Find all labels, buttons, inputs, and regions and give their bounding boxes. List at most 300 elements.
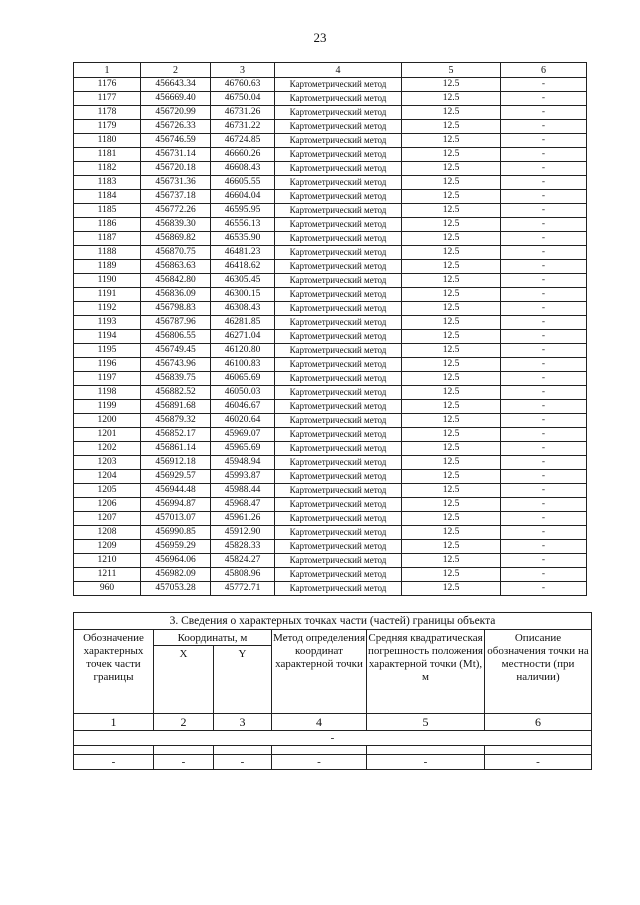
method-header: Метод определения координат характерной точки [272, 630, 367, 714]
y-coordinate-cell: 46595.95 [211, 204, 275, 218]
description-cell: - [501, 358, 587, 372]
x-coordinate-cell: 456879.32 [141, 414, 211, 428]
table-row [74, 120, 587, 134]
y-coordinate-cell: 45988.44 [211, 484, 275, 498]
error-cell: 12.5 [402, 568, 501, 582]
table-row [74, 484, 587, 498]
error-cell: 12.5 [402, 274, 501, 288]
point-number-cell: 1195 [74, 344, 141, 358]
method-cell: Картометрический метод [275, 330, 402, 344]
column-number: 3 [214, 714, 272, 731]
x-coordinate-cell: 456720.18 [141, 162, 211, 176]
method-cell: Картометрический метод [275, 498, 402, 512]
description-cell: - [501, 78, 587, 92]
method-cell: Картометрический метод [275, 288, 402, 302]
dash-cell: - [272, 755, 367, 770]
column-header: 1 [74, 63, 141, 78]
method-cell: Картометрический метод [275, 358, 402, 372]
y-coordinate-cell: 45948.94 [211, 456, 275, 470]
method-cell: Картометрический метод [275, 106, 402, 120]
point-number-cell: 1189 [74, 260, 141, 274]
point-number-cell: 1197 [74, 372, 141, 386]
column-number: 4 [272, 714, 367, 731]
error-cell: 12.5 [402, 414, 501, 428]
method-cell: Картометрический метод [275, 442, 402, 456]
table-row [74, 540, 587, 554]
y-coordinate-cell: 46305.45 [211, 274, 275, 288]
x-coordinate-cell: 456870.75 [141, 246, 211, 260]
description-cell: - [501, 386, 587, 400]
error-cell: 12.5 [402, 316, 501, 330]
point-number-cell: 1179 [74, 120, 141, 134]
y-coordinate-cell: 45912.90 [211, 526, 275, 540]
y-coordinate-cell: 46100.83 [211, 358, 275, 372]
description-cell: - [501, 232, 587, 246]
error-cell: 12.5 [402, 358, 501, 372]
table-row [74, 92, 587, 106]
x-coordinate-cell: 456798.83 [141, 302, 211, 316]
error-cell: 12.5 [402, 386, 501, 400]
error-cell: 12.5 [402, 484, 501, 498]
error-cell: 12.5 [402, 246, 501, 260]
y-coordinate-cell: 46556.13 [211, 218, 275, 232]
point-number-cell: 1203 [74, 456, 141, 470]
empty-cell [214, 746, 272, 755]
coordinates-table [73, 62, 587, 596]
description-cell: - [501, 274, 587, 288]
table-row [74, 582, 587, 596]
column-header: 6 [501, 63, 587, 78]
x-coordinate-cell: 456861.14 [141, 442, 211, 456]
error-cell: 12.5 [402, 120, 501, 134]
point-number-cell: 1176 [74, 78, 141, 92]
section3-merged-row [74, 731, 592, 746]
method-cell: Картометрический метод [275, 190, 402, 204]
y-header: Y [214, 646, 272, 714]
point-number-cell: 1196 [74, 358, 141, 372]
table-row [74, 512, 587, 526]
method-cell: Картометрический метод [275, 386, 402, 400]
table-row [74, 218, 587, 232]
x-coordinate-cell: 456669.40 [141, 92, 211, 106]
description-cell: - [501, 330, 587, 344]
error-cell: 12.5 [402, 526, 501, 540]
table-row [74, 148, 587, 162]
point-number-cell: 1191 [74, 288, 141, 302]
error-cell: 12.5 [402, 470, 501, 484]
x-coordinate-cell: 456749.45 [141, 344, 211, 358]
column-header: 2 [141, 63, 211, 78]
error-cell: 12.5 [402, 498, 501, 512]
error-cell: 12.5 [402, 582, 501, 596]
point-number-cell: 1178 [74, 106, 141, 120]
y-coordinate-cell: 45969.07 [211, 428, 275, 442]
error-cell: 12.5 [402, 148, 501, 162]
point-number-cell: 1204 [74, 470, 141, 484]
error-cell: 12.5 [402, 106, 501, 120]
y-coordinate-cell: 45808.96 [211, 568, 275, 582]
y-coordinate-cell: 46271.04 [211, 330, 275, 344]
method-cell: Картометрический метод [275, 428, 402, 442]
page-number: 23 [313, 30, 327, 45]
point-number-cell: 1190 [74, 274, 141, 288]
point-number-cell: 960 [74, 582, 141, 596]
error-cell: 12.5 [402, 302, 501, 316]
y-coordinate-cell: 46481.23 [211, 246, 275, 260]
point-number-cell: 1187 [74, 232, 141, 246]
error-cell: 12.5 [402, 260, 501, 274]
table-row [74, 274, 587, 288]
point-number-cell: 1205 [74, 484, 141, 498]
method-cell: Картометрический метод [275, 204, 402, 218]
description-cell: - [501, 428, 587, 442]
error-cell: 12.5 [402, 134, 501, 148]
method-cell: Картометрический метод [275, 456, 402, 470]
y-coordinate-cell: 46660.26 [211, 148, 275, 162]
method-cell: Картометрический метод [275, 92, 402, 106]
x-coordinate-cell: 456743.96 [141, 358, 211, 372]
point-number-cell: 1194 [74, 330, 141, 344]
description-cell: - [501, 344, 587, 358]
description-cell: - [501, 302, 587, 316]
x-coordinate-cell: 456959.29 [141, 540, 211, 554]
y-coordinate-cell: 46724.85 [211, 134, 275, 148]
table-row [74, 106, 587, 120]
error-cell: 12.5 [402, 456, 501, 470]
error-cell: 12.5 [402, 330, 501, 344]
description-cell: - [501, 442, 587, 456]
error-cell: 12.5 [402, 78, 501, 92]
point-number-cell: 1177 [74, 92, 141, 106]
point-designation-header: Обозначение характерных точек части границы [74, 630, 154, 714]
method-cell: Картометрический метод [275, 316, 402, 330]
table-row [74, 414, 587, 428]
description-cell: - [501, 134, 587, 148]
section3-dash-row [74, 755, 592, 770]
x-coordinate-cell: 456882.52 [141, 386, 211, 400]
point-number-cell: 1182 [74, 162, 141, 176]
x-coordinate-cell: 456990.85 [141, 526, 211, 540]
x-coordinate-cell: 456839.30 [141, 218, 211, 232]
column-header: 3 [211, 63, 275, 78]
table-row [74, 456, 587, 470]
table-row [74, 288, 587, 302]
x-coordinate-cell: 456746.59 [141, 134, 211, 148]
point-number-cell: 1181 [74, 148, 141, 162]
method-cell: Картометрический метод [275, 414, 402, 428]
point-number-cell: 1211 [74, 568, 141, 582]
description-cell: - [501, 218, 587, 232]
x-coordinate-cell: 457013.07 [141, 512, 211, 526]
point-number-cell: 1200 [74, 414, 141, 428]
y-coordinate-cell: 46535.90 [211, 232, 275, 246]
point-number-cell: 1207 [74, 512, 141, 526]
error-cell: 12.5 [402, 344, 501, 358]
y-coordinate-cell: 46608.43 [211, 162, 275, 176]
x-coordinate-cell: 456944.48 [141, 484, 211, 498]
x-coordinate-cell: 456731.14 [141, 148, 211, 162]
method-cell: Картометрический метод [275, 526, 402, 540]
merged-dash-cell: - [74, 731, 592, 746]
description-header: Описание обозначения точки на местности (при наличии) [485, 630, 592, 714]
y-coordinate-cell: 45824.27 [211, 554, 275, 568]
x-coordinate-cell: 456863.63 [141, 260, 211, 274]
description-cell: - [501, 512, 587, 526]
description-cell: - [501, 120, 587, 134]
description-cell: - [501, 484, 587, 498]
table-row [74, 470, 587, 484]
error-cell: 12.5 [402, 218, 501, 232]
method-cell: Картометрический метод [275, 78, 402, 92]
method-cell: Картометрический метод [275, 400, 402, 414]
y-coordinate-cell: 46281.85 [211, 316, 275, 330]
method-cell: Картометрический метод [275, 162, 402, 176]
description-cell: - [501, 582, 587, 596]
empty-cell [154, 746, 214, 755]
column-header: 5 [402, 63, 501, 78]
error-cell: 12.5 [402, 540, 501, 554]
point-number-cell: 1202 [74, 442, 141, 456]
y-coordinate-cell: 46750.04 [211, 92, 275, 106]
coordinates-header: Координаты, м [154, 630, 272, 646]
empty-cell [272, 746, 367, 755]
x-coordinate-cell: 456720.99 [141, 106, 211, 120]
method-cell: Картометрический метод [275, 554, 402, 568]
table-row [74, 386, 587, 400]
dash-cell: - [214, 755, 272, 770]
x-coordinate-cell: 456994.87 [141, 498, 211, 512]
point-number-cell: 1184 [74, 190, 141, 204]
table-row [74, 400, 587, 414]
x-coordinate-cell: 456852.17 [141, 428, 211, 442]
point-number-cell: 1208 [74, 526, 141, 540]
method-cell: Картометрический метод [275, 260, 402, 274]
table-row [74, 568, 587, 582]
error-cell: 12.5 [402, 512, 501, 526]
section3-empty-row [74, 746, 592, 755]
description-cell: - [501, 92, 587, 106]
table-row [74, 372, 587, 386]
y-coordinate-cell: 46065.69 [211, 372, 275, 386]
table-row [74, 246, 587, 260]
column-header: 4 [275, 63, 402, 78]
method-cell: Картометрический метод [275, 148, 402, 162]
table-row [74, 302, 587, 316]
point-number-cell: 1185 [74, 204, 141, 218]
method-cell: Картометрический метод [275, 246, 402, 260]
table-row [74, 78, 587, 92]
method-cell: Картометрический метод [275, 372, 402, 386]
dash-cell: - [367, 755, 485, 770]
y-coordinate-cell: 46046.67 [211, 400, 275, 414]
method-cell: Картометрический метод [275, 274, 402, 288]
description-cell: - [501, 400, 587, 414]
dash-cell: - [74, 755, 154, 770]
error-cell: 12.5 [402, 204, 501, 218]
column-number: 1 [74, 714, 154, 731]
point-number-cell: 1210 [74, 554, 141, 568]
error-cell: 12.5 [402, 92, 501, 106]
x-header: X [154, 646, 214, 714]
y-coordinate-cell: 46120.80 [211, 344, 275, 358]
x-coordinate-cell: 456964.06 [141, 554, 211, 568]
table-row [74, 554, 587, 568]
description-cell: - [501, 568, 587, 582]
column-number: 5 [367, 714, 485, 731]
dash-cell: - [485, 755, 592, 770]
point-number-cell: 1201 [74, 428, 141, 442]
table-row [74, 232, 587, 246]
y-coordinate-cell: 45968.47 [211, 498, 275, 512]
y-coordinate-cell: 46418.62 [211, 260, 275, 274]
description-cell: - [501, 260, 587, 274]
description-cell: - [501, 372, 587, 386]
method-cell: Картометрический метод [275, 232, 402, 246]
point-number-cell: 1180 [74, 134, 141, 148]
method-cell: Картометрический метод [275, 470, 402, 484]
description-cell: - [501, 148, 587, 162]
empty-cell [367, 746, 485, 755]
y-coordinate-cell: 46020.64 [211, 414, 275, 428]
table-row [74, 134, 587, 148]
method-cell: Картометрический метод [275, 582, 402, 596]
description-cell: - [501, 176, 587, 190]
error-cell: 12.5 [402, 190, 501, 204]
point-number-cell: 1206 [74, 498, 141, 512]
table-row [74, 428, 587, 442]
coordinates-table-body [74, 78, 587, 596]
error-cell: 12.5 [402, 176, 501, 190]
description-cell: - [501, 162, 587, 176]
y-coordinate-cell: 45993.87 [211, 470, 275, 484]
x-coordinate-cell: 456643.34 [141, 78, 211, 92]
dash-cell: - [154, 755, 214, 770]
x-coordinate-cell: 456806.55 [141, 330, 211, 344]
x-coordinate-cell: 456836.09 [141, 288, 211, 302]
method-cell: Картометрический метод [275, 218, 402, 232]
description-cell: - [501, 316, 587, 330]
x-coordinate-cell: 456726.33 [141, 120, 211, 134]
error-cell: 12.5 [402, 400, 501, 414]
method-cell: Картометрический метод [275, 176, 402, 190]
point-number-cell: 1199 [74, 400, 141, 414]
column-number: 2 [154, 714, 214, 731]
coordinates-table-header-row [74, 63, 587, 78]
y-coordinate-cell: 46760.63 [211, 78, 275, 92]
x-coordinate-cell: 456839.75 [141, 372, 211, 386]
section3-number-row [74, 714, 592, 731]
table-row [74, 498, 587, 512]
description-cell: - [501, 204, 587, 218]
section3-title: 3. Сведения о характерных точках части (частей) границы объекта [74, 613, 592, 630]
table-row [74, 442, 587, 456]
point-number-cell: 1183 [74, 176, 141, 190]
error-cell: 12.5 [402, 554, 501, 568]
y-coordinate-cell: 46731.22 [211, 120, 275, 134]
method-cell: Картометрический метод [275, 540, 402, 554]
y-coordinate-cell: 46308.43 [211, 302, 275, 316]
method-cell: Картометрический метод [275, 568, 402, 582]
table-row [74, 162, 587, 176]
table-row [74, 260, 587, 274]
y-coordinate-cell: 45965.69 [211, 442, 275, 456]
y-coordinate-cell: 46605.55 [211, 176, 275, 190]
error-cell: 12.5 [402, 288, 501, 302]
description-cell: - [501, 526, 587, 540]
method-cell: Картометрический метод [275, 484, 402, 498]
description-cell: - [501, 498, 587, 512]
point-number-cell: 1188 [74, 246, 141, 260]
table-row [74, 176, 587, 190]
table-row [74, 526, 587, 540]
point-number-cell: 1192 [74, 302, 141, 316]
error-cell: 12.5 [402, 372, 501, 386]
y-coordinate-cell: 46300.15 [211, 288, 275, 302]
y-coordinate-cell: 45828.33 [211, 540, 275, 554]
description-cell: - [501, 414, 587, 428]
description-cell: - [501, 246, 587, 260]
point-number-cell: 1209 [74, 540, 141, 554]
table-row [74, 344, 587, 358]
method-cell: Картометрический метод [275, 120, 402, 134]
y-coordinate-cell: 45772.71 [211, 582, 275, 596]
x-coordinate-cell: 456772.26 [141, 204, 211, 218]
y-coordinate-cell: 46050.03 [211, 386, 275, 400]
method-cell: Картометрический метод [275, 344, 402, 358]
x-coordinate-cell: 456929.57 [141, 470, 211, 484]
method-cell: Картометрический метод [275, 134, 402, 148]
description-cell: - [501, 540, 587, 554]
column-number: 6 [485, 714, 592, 731]
description-cell: - [501, 190, 587, 204]
error-cell: 12.5 [402, 162, 501, 176]
table-row [74, 330, 587, 344]
error-cell: 12.5 [402, 428, 501, 442]
x-coordinate-cell: 456842.80 [141, 274, 211, 288]
y-coordinate-cell: 46604.04 [211, 190, 275, 204]
description-cell: - [501, 106, 587, 120]
point-number-cell: 1198 [74, 386, 141, 400]
x-coordinate-cell: 456912.18 [141, 456, 211, 470]
y-coordinate-cell: 45961.26 [211, 512, 275, 526]
error-cell: 12.5 [402, 232, 501, 246]
x-coordinate-cell: 456787.96 [141, 316, 211, 330]
x-coordinate-cell: 456731.36 [141, 176, 211, 190]
section3-header-row [74, 630, 592, 646]
section3-table [73, 612, 592, 770]
x-coordinate-cell: 456982.09 [141, 568, 211, 582]
empty-cell [74, 746, 154, 755]
table-row [74, 190, 587, 204]
table-row [74, 316, 587, 330]
description-cell: - [501, 470, 587, 484]
x-coordinate-cell: 456869.82 [141, 232, 211, 246]
table-row [74, 358, 587, 372]
x-coordinate-cell: 456737.18 [141, 190, 211, 204]
description-cell: - [501, 288, 587, 302]
description-cell: - [501, 456, 587, 470]
section3-title-row [74, 613, 592, 630]
error-header: Средняя квадратическая погрешность положения характерной точки (Mt), м [367, 630, 485, 714]
x-coordinate-cell: 456891.68 [141, 400, 211, 414]
table-row [74, 204, 587, 218]
y-coordinate-cell: 46731.26 [211, 106, 275, 120]
description-cell: - [501, 554, 587, 568]
method-cell: Картометрический метод [275, 302, 402, 316]
method-cell: Картометрический метод [275, 512, 402, 526]
point-number-cell: 1193 [74, 316, 141, 330]
empty-cell [485, 746, 592, 755]
